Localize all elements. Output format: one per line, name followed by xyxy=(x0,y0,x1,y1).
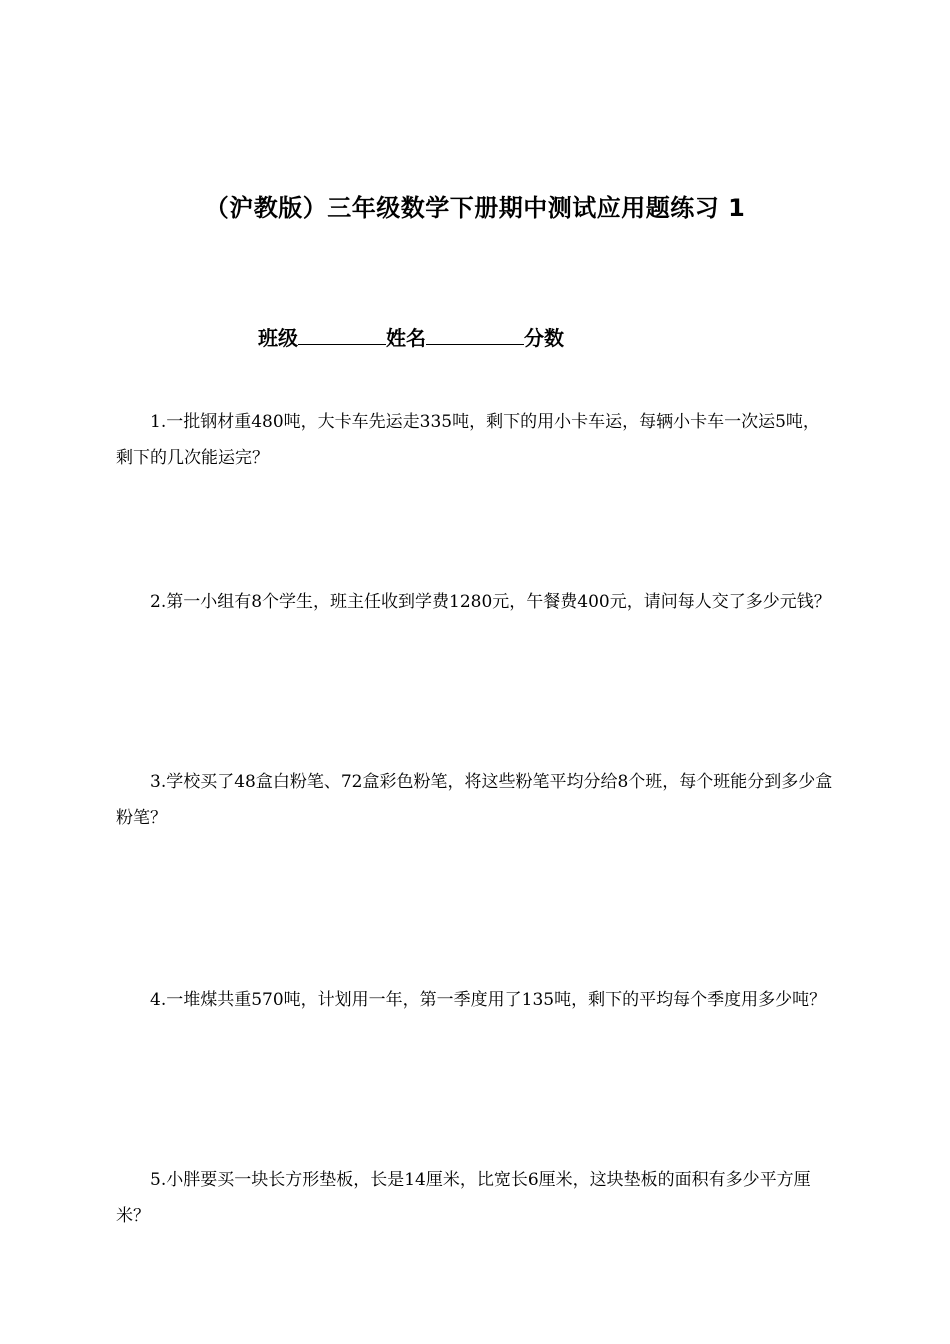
question-5: 5.小胖要买一块长方形垫板，长是14厘米，比宽长6厘米，这块垫板的面积有多少平方厘米？ xyxy=(116,1170,811,1226)
question-1: 1.一批钢材重480吨，大卡车先运走335吨，剩下的用小卡车运，每辆小卡车一次运5吨，剩下的几次能运完？ xyxy=(116,412,820,468)
question-4: 4.一堆煤共重570吨，计划用一年，第一季度用了135吨，剩下的平均每个季度用多少吨？ xyxy=(150,990,827,1010)
question-3: 3.学校买了48盒白粉笔、72盒彩色粉笔，将这些粉笔平均分给8个班，每个班能分到多少盒粉笔？ xyxy=(116,772,833,828)
name-label: 姓名 xyxy=(386,326,426,350)
student-info-line xyxy=(258,322,564,351)
question-2: 2.第一小组有8个学生，班主任收到学费1280元，午餐费400元，请问每人交了多少元钱？ xyxy=(150,592,831,612)
page-title: （沪教版）三年级数学下册期中测试应用题练习 1 xyxy=(204,194,746,222)
name-blank xyxy=(426,324,524,345)
score-label: 分数 xyxy=(524,326,564,350)
class-blank xyxy=(298,324,386,345)
class-label: 班级 xyxy=(258,326,298,350)
